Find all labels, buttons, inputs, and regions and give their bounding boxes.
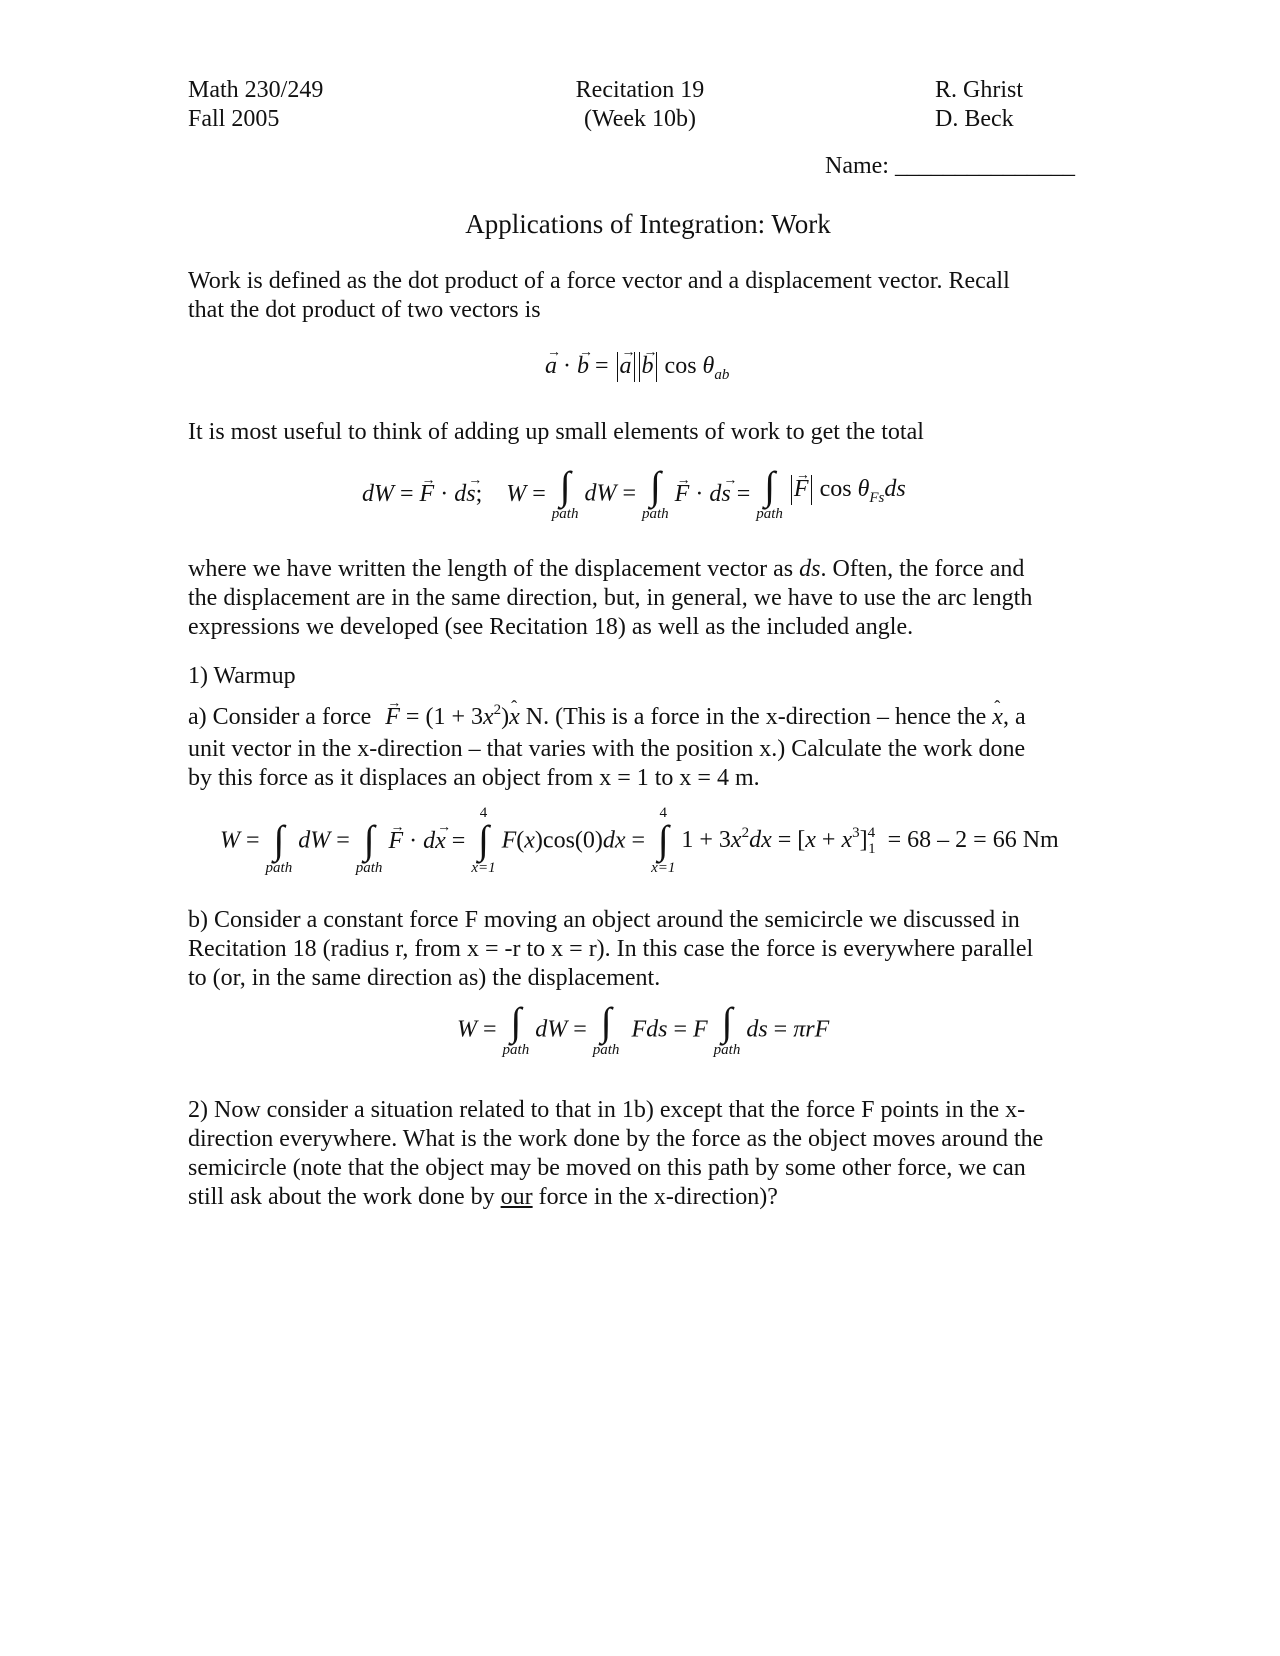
where-line-3: expressions we developed (see Recitation 18) as well as the included angle. <box>188 614 914 640</box>
header-instructor-block <box>935 76 1135 134</box>
name-field-label: Name: _______________ <box>825 153 1075 179</box>
page-title: Applications of Integration: Work <box>465 209 831 239</box>
intro-paragraph <box>188 267 1108 325</box>
q1b-line-1: b) Consider a constant force F moving an object around the semicircle we discussed in <box>188 907 1020 933</box>
q1b-integral-path-1: ∫ path <box>502 999 530 1058</box>
week-label: (Week 10b) <box>583 106 697 132</box>
instructor-1: R. Ghrist <box>935 77 1024 103</box>
work-definition-equation: dW = → F · d→ s; W = ∫ path dW = ∫ path → F · d→ s = ∫ path → F $\cos \theta_{Fs}ds$ <box>362 466 906 522</box>
q1a-line-1: a) Consider a force → $F = (1 + 3x^2)ˆ$ x N. (This is a force in the x-direction – hence the ˆ x, a <box>188 696 1108 732</box>
q2-line-4: still ask about the work done by our force in the x-direction)? <box>188 1184 778 1210</box>
q1b-integral-path-2: ∫ path <box>592 999 620 1058</box>
intro-line-1: Work is defined as the dot product of a force vector and a displacement vector. Recall <box>188 268 1010 294</box>
course-label: Math 230/249 <box>188 77 324 103</box>
question-2 <box>188 1096 1108 1212</box>
q1a-result: = 68 – 2 = 66 Nm <box>887 826 1059 853</box>
total-work-sentence: It is most useful to think of adding up small elements of work to get the total <box>188 419 924 445</box>
q1a-integral-bounds-1: 4 ∫ x=1 <box>471 805 496 876</box>
q1b-integral-path-3: ∫ path <box>713 999 741 1058</box>
q2-line-3: semicircle (note that the object may be moved on this path by some other force, we can <box>188 1155 1026 1181</box>
question-1b <box>188 906 1108 993</box>
question-1a <box>188 696 1108 793</box>
q1a-integral-path-1: ∫ path <box>265 817 293 876</box>
question-1-heading: 1) Warmup <box>188 663 296 689</box>
q1b-work-equation: W = ∫ path dW = ∫ path Fds = F ∫ path ds = πrF <box>457 999 830 1058</box>
q1b-line-3: to (or, in the same direction as) the displacement. <box>188 965 661 991</box>
header-course-block <box>188 76 488 134</box>
where-line-1: where we have written the length of the displacement vector as ds. Often, the force and <box>188 556 1025 582</box>
q1b-line-2: Recitation 18 (radius r, from x = -r to x = r). In this case the force is everywhere parallel <box>188 936 1034 962</box>
recitation-label: Recitation 19 <box>575 77 705 103</box>
q1a-integral-bounds-2: 4 ∫ x=1 <box>651 805 676 876</box>
integral-path-1: ∫ path <box>551 463 579 522</box>
integral-path-3: ∫ path <box>756 463 783 522</box>
q1a-line-3: by this force as it displaces an object from x = 1 to x = 4 m. <box>188 765 760 791</box>
q1a-work-equation: W = ∫ path dW = ∫ path → F · d→ x = 4 ∫ x=1 F(x)cos(0)dx = 4 ∫ x=1 $1 + 3x^2dx = [x + x^3]^4_1 = 68 - 2 = 66$ Nm <box>220 806 1059 876</box>
q1a-line-2: unit vector in the x-direction – that varies with the position x.) Calculate the work done <box>188 736 1026 762</box>
where-paragraph <box>188 555 1108 642</box>
instructor-2: D. Beck <box>935 106 1014 132</box>
q2-line-1: 2) Now consider a situation related to that in 1b) except that the force F points in the x- <box>188 1097 1026 1123</box>
where-line-2: the displacement are in the same direction, but, in general, we have to use the arc length <box>188 585 1033 611</box>
intro-line-2: that the dot product of two vectors is <box>188 297 541 323</box>
header-recitation-block <box>490 76 790 134</box>
integral-path-2: ∫ path <box>642 463 669 522</box>
q2-line-2: direction everywhere. What is the work done by the force as the object moves around the <box>188 1126 1044 1152</box>
q1a-integral-path-2: ∫ path <box>355 817 383 876</box>
term-label: Fall 2005 <box>188 106 280 132</box>
dot-product-equation: → a · → b = → a→ b $\cos \theta_{ab}$ <box>545 352 729 390</box>
